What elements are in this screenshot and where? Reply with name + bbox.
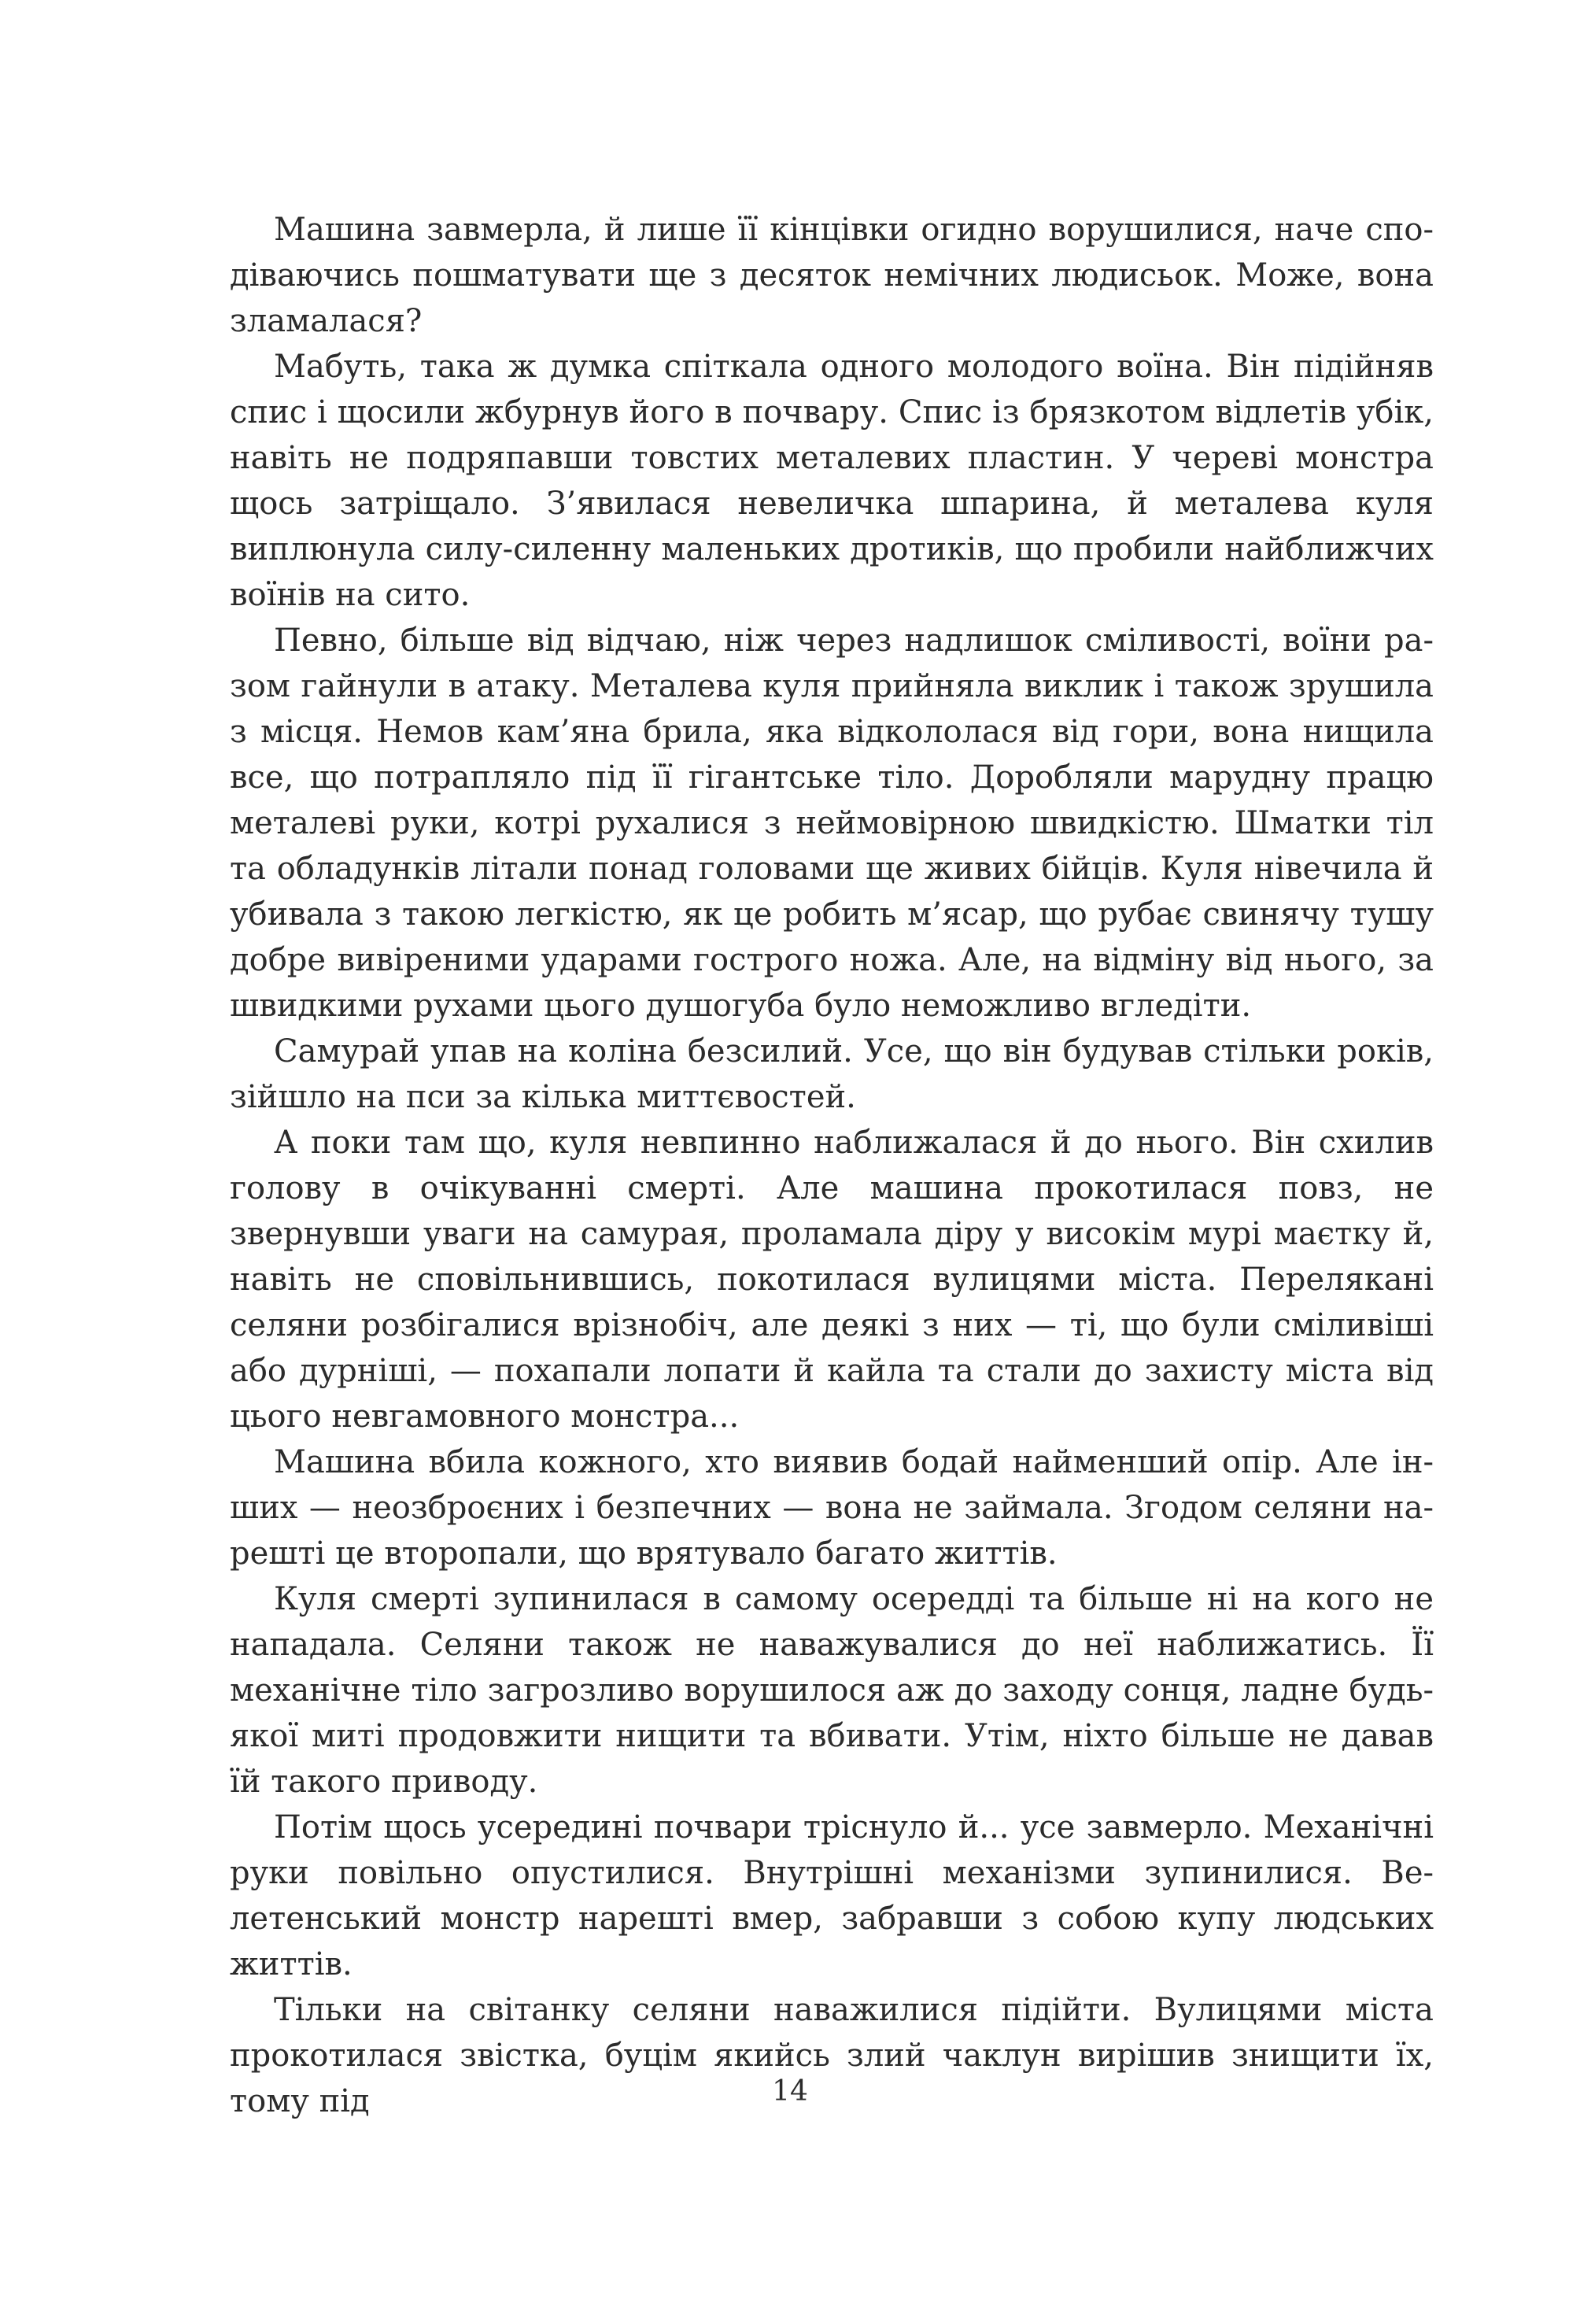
- paragraph: А поки там що, куля невпинно наближалася й до нього. Він схилив голову в очікуванні смерті. Але машина прокотилася повз, не звернувши уваги на самурая, проламала діру у високім мурі маєтку й, навіть не сповільнившись, покотилася вулицями міста. Перелякані селяни розбігалися врізнобіч, але деякі з них — ті, що були сміливіші або дурніші, — похапали лопати й кайла та стали до захисту міста від цього невгамовного монстра...: [230, 1125, 1434, 1435]
- paragraph: Машина вбила кожного, хто виявив бодай найменший опір. Але інших — неозброєних і безпечних — вона не займала. Згодом селяни нарешті це второпали, що врятувало багато життів.: [230, 1444, 1434, 1572]
- paragraph: Самурай упав на коліна безсилий. Усе, що він будував стільки років, зійшло на пси за кілька миттєвостей.: [230, 1033, 1434, 1115]
- paragraph: Куля смерті зупинилася в самому осередді та більше ні на кого не нападала. Селяни також не наважувалися до неї наближатись. Її механічне тіло загрозливо ворушилося аж до заходу сонця, ладне будь-якої миті продовжити нищити та вбивати. Утім, ніхто більше не давав їй такого приводу.: [230, 1581, 1434, 1800]
- paragraph: Машина завмерла, й лише її кінцівки огидно ворушилися, наче сподіваючись пошматувати ще з десяток немічних людисьок. Може, вона зламалася?: [230, 212, 1434, 339]
- paragraph: Мабуть, така ж думка спіткала одного молодого воїна. Він підійняв спис і щосили жбурнув його в почвару. Спис із брязкотом відлетів убік, навіть не подряпавши товстих металевих пластин. У череві монстра щось затріщало. З’явилася невеличка шпарина, й металева куля виплюнула силу-силенну маленьких дротиків, що пробили найближчих воїнів на сито.: [230, 349, 1434, 613]
- paragraph: Певно, більше від відчаю, ніж через надлишок сміливості, воїни разом гайнули в атаку. Металева куля прийняла виклик і також зрушила з місця. Немов кам’яна брила, яка відкололася від гори, вона нищила все, що потрапляло під її гігантське тіло. Доробляли марудну працю металеві руки, котрі рухалися з неймовірною швидкістю. Шматки тіл та обладунків літали понад головами ще живих бійців. Куля нівечила й убивала з такою легкістю, як це робить м’ясар, що рубає свинячу тушу добре вивіреними ударами гострого ножа. Але, на відміну від нього, за швидкими рухами цього душогуба було неможливо вгледіти.: [230, 623, 1434, 1024]
- page-number: 14: [772, 2075, 808, 2108]
- paragraph: Потім щось усередині почвари тріснуло й... усе завмерло. Механічні руки повільно опустилися. Внутрішні механізми зупинилися. Велетенський монстр нарешті вмер, забравши з собою купу людських життів.: [230, 1809, 1434, 1982]
- page-body-text: [230, 207, 1434, 2124]
- paragraph: Тільки на світанку селяни наважилися підійти. Вулицями міста прокотилася звістка, буцім якийсь злий чаклун вирішив знищити їх, тому під: [230, 1992, 1434, 2119]
